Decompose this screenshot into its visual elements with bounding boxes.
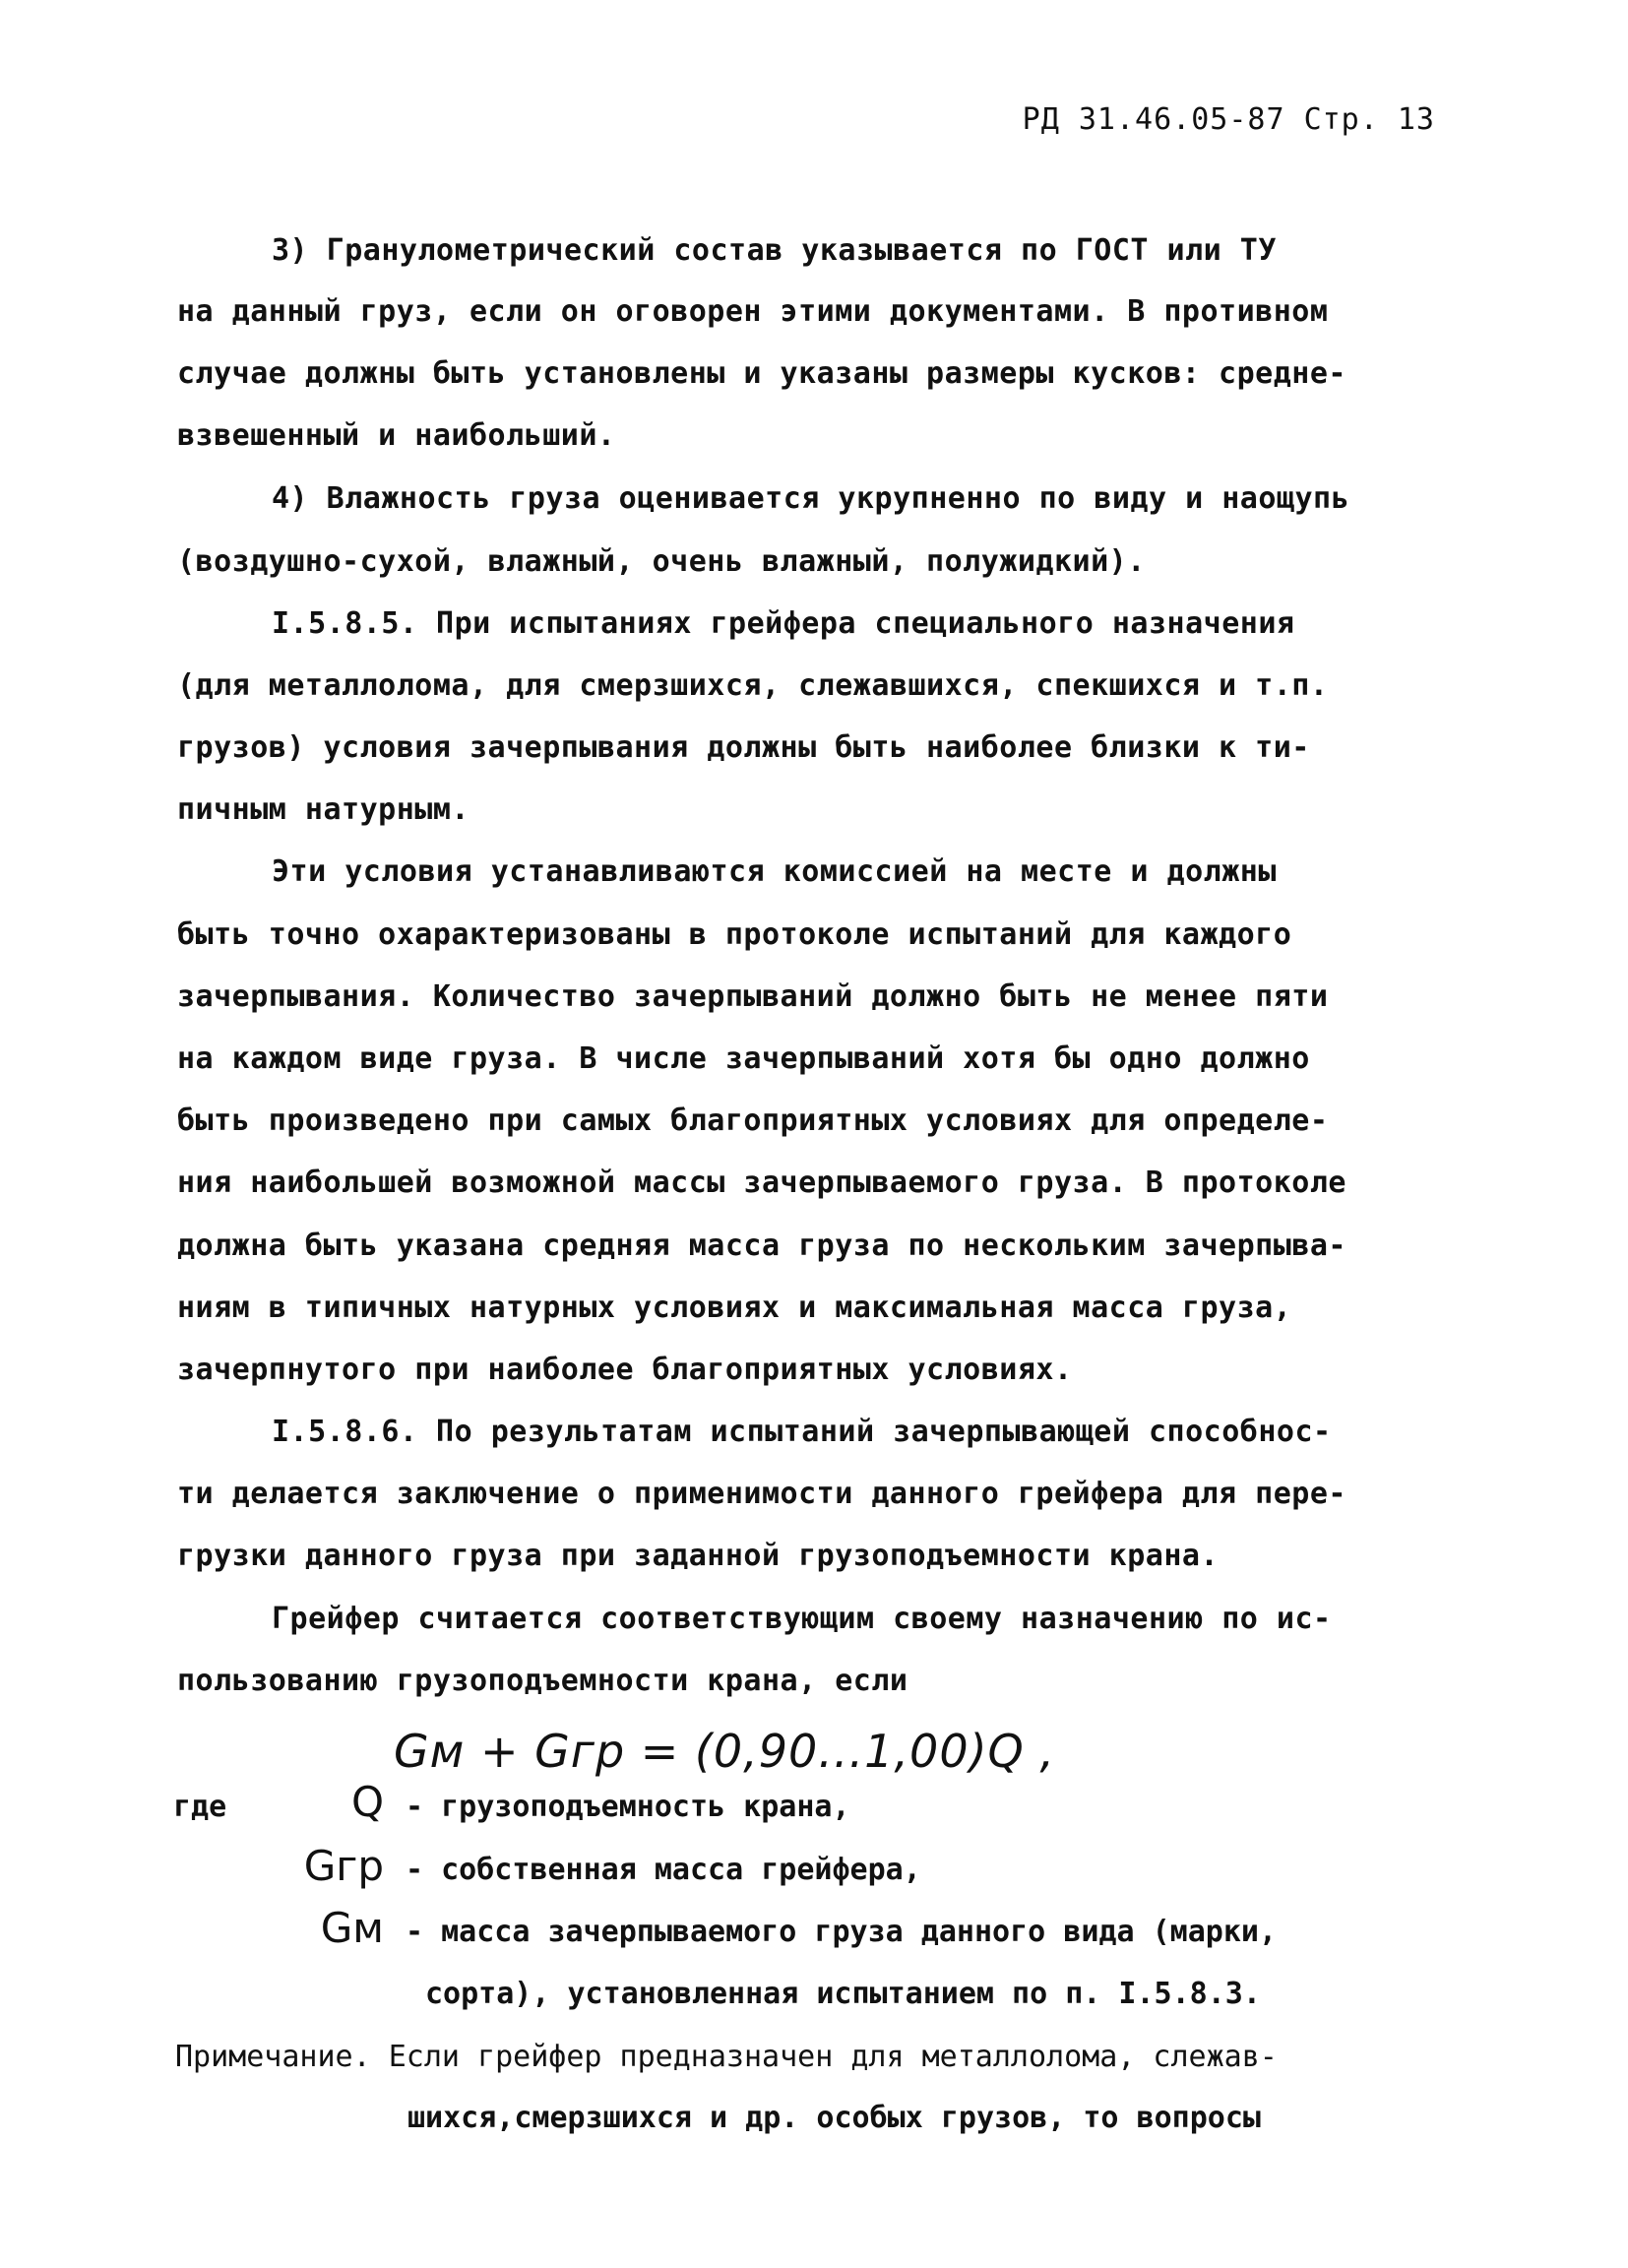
paragraph-line: на каждом виде груза. В числе зачерпываний хотя бы одно должно bbox=[177, 1041, 1310, 1076]
paragraph-line: (воздушно-сухой, влажный, очень влажный, полужидкий). bbox=[177, 544, 1146, 579]
paragraph-line: ти делается заключение о применимости данного грейфера для пере- bbox=[177, 1477, 1346, 1511]
paragraph-line: ниям в типичных натурных условиях и максимальная масса груза, bbox=[177, 1291, 1292, 1325]
paragraph-line: 4) Влажность груза оценивается укрупненно по виду и наощупь bbox=[272, 481, 1350, 516]
paragraph-line: быть произведено при самых благоприятных условиях для определе- bbox=[177, 1103, 1329, 1138]
paragraph-line: взвешенный и наибольший. bbox=[177, 418, 616, 453]
definition-text: - собственная масса грейфера, bbox=[406, 1853, 921, 1887]
definition-continuation: сорта), установленная испытанием по п. I.5.8.3. bbox=[425, 1977, 1261, 2011]
where-label: где bbox=[173, 1790, 227, 1824]
section-heading-line: I.5.8.6. По результатам испытаний зачерпывающей способнос- bbox=[272, 1415, 1332, 1449]
paragraph-line: Грейфер считается соответствующим своему назначению по ис- bbox=[272, 1602, 1332, 1636]
definition-symbol: Q bbox=[350, 1778, 384, 1826]
paragraph-line: быть точно охарактеризованы в протоколе испытаний для каждого bbox=[177, 917, 1292, 952]
definition-symbol: Gм bbox=[320, 1904, 384, 1952]
paragraph-line: случае должны быть установлены и указаны размеры кусков: средне- bbox=[177, 356, 1346, 391]
note-line: Примечание. Если грейфер предназначен для металлолома, слежав- bbox=[175, 2040, 1278, 2074]
paragraph-line: зачерпывания. Количество зачерпываний должно быть не менее пяти bbox=[177, 979, 1329, 1014]
paragraph-line: грузки данного груза при заданной грузоподъемности крана. bbox=[177, 1539, 1220, 1573]
section-heading-line: I.5.8.5. При испытаниях грейфера специального назначения bbox=[272, 606, 1295, 641]
paragraph-line: пичным натурным. bbox=[177, 792, 470, 827]
definition-symbol: Gгр bbox=[303, 1842, 384, 1890]
definition-text: - масса зачерпываемого груза данного вида (марки, bbox=[406, 1915, 1278, 1949]
paragraph-line: Эти условия устанавливаются комиссией на месте и должны bbox=[272, 854, 1277, 889]
paragraph-line: пользованию грузоподъемности крана, если bbox=[177, 1664, 908, 1698]
paragraph-line: должна быть указана средняя масса груза по нескольким зачерпыва- bbox=[177, 1228, 1346, 1263]
page-header: РД 31.46.05-87 Стр. 13 bbox=[1022, 102, 1435, 137]
paragraph-line: грузов) условия зачерпывания должны быть наиболее близки к ти- bbox=[177, 730, 1310, 765]
capacity-formula: Gм + Gгр = (0,90...1,00)Q , bbox=[394, 1725, 1055, 1778]
paragraph-line: 3) Гранулометрический состав указывается по ГОСТ или ТУ bbox=[272, 233, 1277, 268]
paragraph-line: на данный груз, если он оговорен этими документами. В противном bbox=[177, 294, 1329, 329]
paragraph-line: ния наибольшей возможной массы зачерпываемого груза. В протоколе bbox=[177, 1166, 1346, 1200]
paragraph-line: (для металлолома, для смерзшихся, слежавшихся, спекшихся и т.п. bbox=[177, 668, 1329, 703]
paragraph-line: зачерпнутого при наиболее благоприятных условиях. bbox=[177, 1353, 1073, 1387]
note-line: шихся,смерзшихся и др. особых грузов, то вопросы bbox=[407, 2101, 1261, 2135]
definition-text: - грузоподъемность крана, bbox=[406, 1790, 850, 1824]
